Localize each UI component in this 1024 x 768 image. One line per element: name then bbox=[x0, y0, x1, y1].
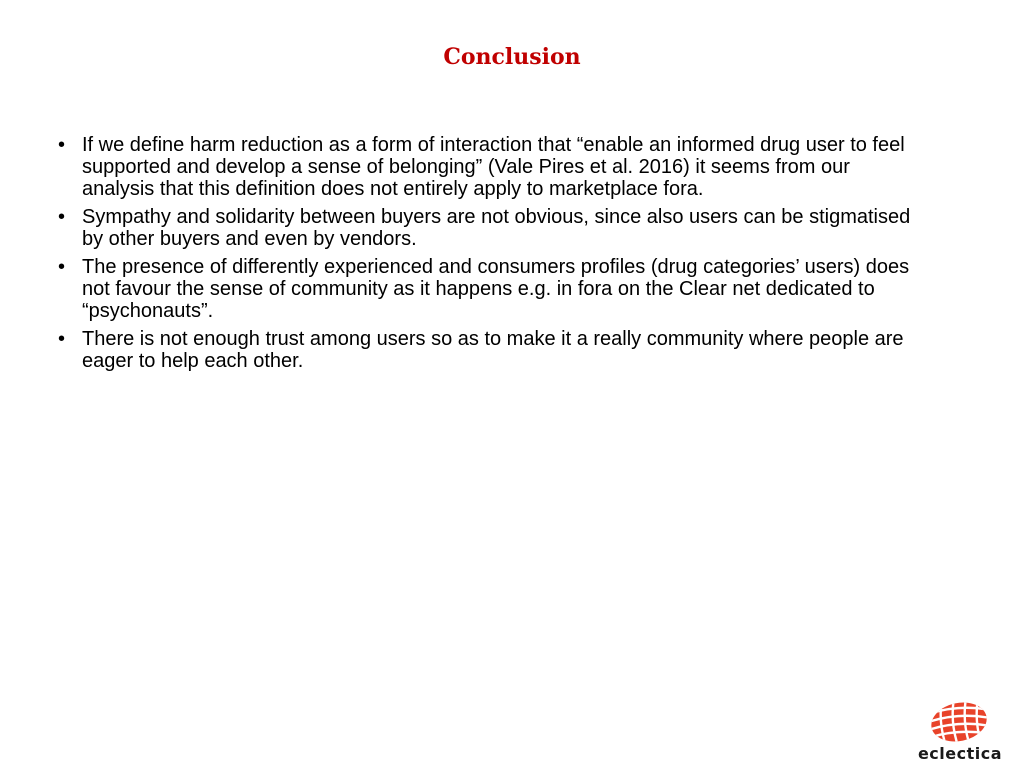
bullet-list bbox=[58, 134, 918, 378]
eclectica-logo bbox=[902, 700, 1018, 766]
bullet-item bbox=[58, 328, 918, 372]
bullet-item bbox=[58, 206, 918, 250]
bullet-glyph: • bbox=[58, 328, 66, 350]
bullet-glyph: • bbox=[58, 256, 66, 278]
bullet-text: If we define harm reduction as a form of interaction that “enable an informed drug user to feel supported and develop a sense of belonging” (Vale Pires et al. 2016) it seems from our analysis that this definition does not entirely apply to marketplace fora. bbox=[82, 134, 905, 200]
logo-wordmark: eclectica bbox=[917, 744, 1003, 763]
bullet-glyph: • bbox=[58, 206, 66, 228]
bullet-glyph: • bbox=[58, 134, 66, 156]
eclectica-logo-icon bbox=[930, 700, 988, 744]
bullet-text: Sympathy and solidarity between buyers are not obvious, since also users can be stigmatised by other buyers and even by vendors. bbox=[82, 206, 911, 250]
bullet-text: The presence of differently experienced and consumers profiles (drug categories’ users) does not favour the sense of community as it happens e.g. in fora on the Clear net dedicated to “psychonauts”. bbox=[82, 256, 910, 322]
slide-title: Conclusion bbox=[443, 44, 581, 70]
bullet-item bbox=[58, 256, 918, 322]
bullet-text: There is not enough trust among users so as to make it a really community where people are eager to help each other. bbox=[82, 328, 904, 372]
bullet-item bbox=[58, 134, 918, 200]
